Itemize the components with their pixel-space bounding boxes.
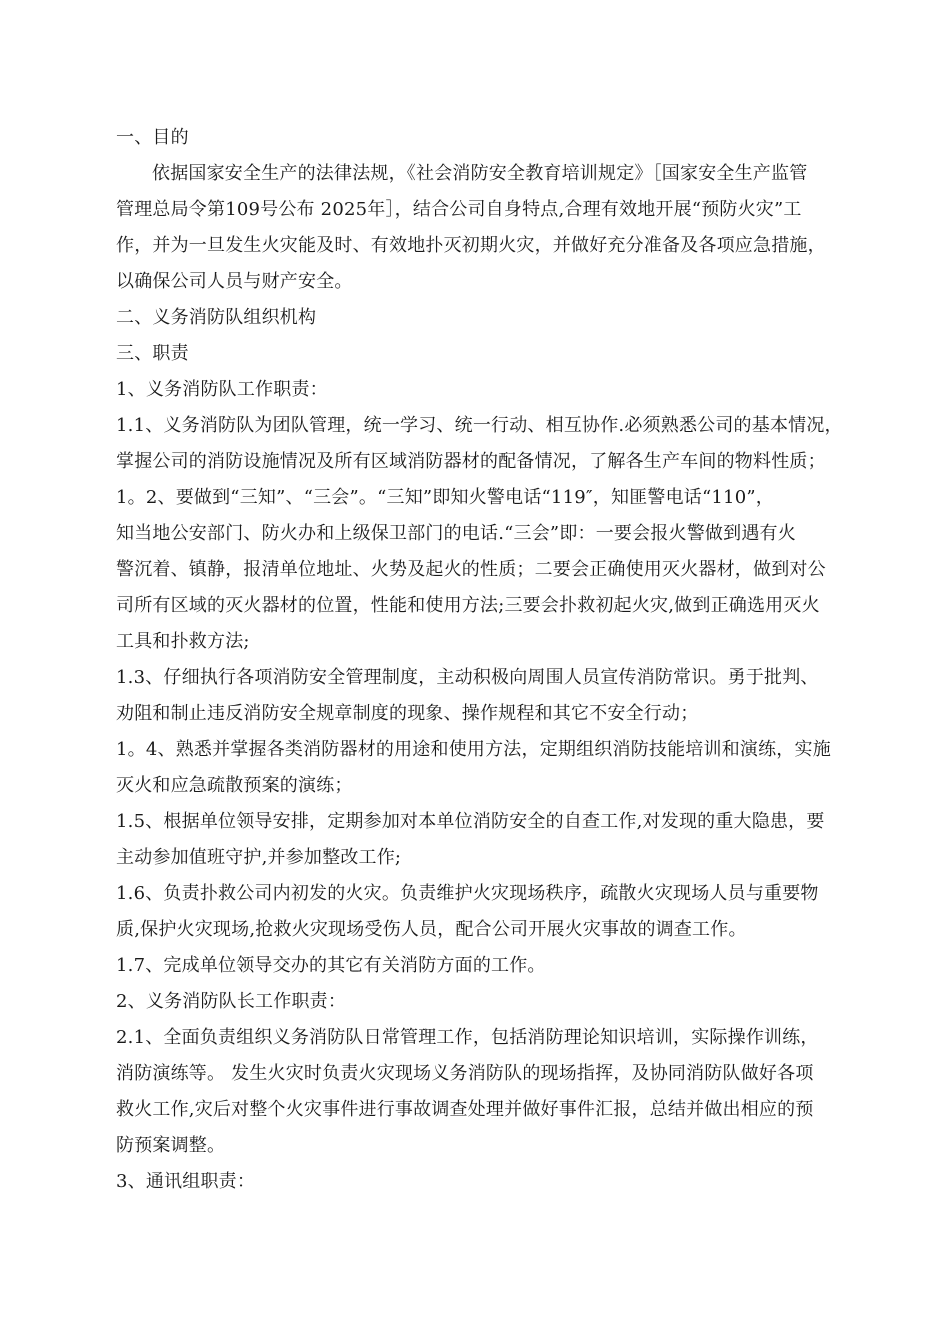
paragraph-line: 知当地公安部门、防火办和上级保卫部门的电话.“三会”即：一要会报火警做到遇有火 [116,523,796,544]
paragraph-line: 灭火和应急疏散预案的演练； [116,775,353,796]
paragraph-line: 消防演练等。 发生火灾时负责火灾现场义务消防队的现场指挥，及协同消防队做好各项 [116,1063,814,1084]
paragraph-line: 掌握公司的消防设施情况及所有区域消防器材的配备情况，了解各生产车间的物料性质； [116,451,826,472]
document-body [116,120,886,1200]
paragraph-line: 1.1、义务消防队为团队管理，统一学习、统一行动、相互协作.必须熟悉公司的基本情况， [116,415,843,436]
paragraph-line: 管理总局令第109号公布 2025年］，结合公司自身特点,合理有效地开展“预防火灾”工 [116,199,802,220]
paragraph-line: 警沉着、镇静，报清单位地址、火势及起火的性质；二要会正确使用灭火器材，做到对公 [116,559,826,580]
paragraph-line: 救火工作,灾后对整个火灾事件进行事故调查处理并做好事件汇报，总结并做出相应的预 [116,1099,814,1120]
subheading-communication-duties: 3、通讯组职责： [116,1171,256,1192]
paragraph-line: 主动参加值班守护,并参加整改工作; [116,847,402,868]
paragraph-line: 工具和扑救方法; [116,631,250,652]
paragraph-line: 防预案调整。 [116,1135,226,1156]
paragraph-line: 1。2、要做到“三知”、“三会”。“三知”即知火警电话“119″，知匪警电话“110”， [116,487,774,508]
paragraph-line: 司所有区域的灭火器材的位置，性能和使用方法;三要会扑救初起火灾,做到正确选用灭火 [116,595,820,616]
paragraph-line: 2.1、全面负责组织义务消防队日常管理工作，包括消防理论知识培训，实际操作训练， [116,1027,819,1048]
heading-purpose: 一、目的 [116,127,189,148]
paragraph-line: 以确保公司人员与财产安全。 [116,271,353,292]
paragraph-line: 作，并为一旦发生火灾能及时、有效地扑灭初期火灾，并做好充分准备及各项应急措施， [116,235,826,256]
paragraph-line: 1.5、根据单位领导安排，定期参加对本单位消防安全的自查工作,对发现的重大隐患，要 [116,811,825,832]
heading-organization: 二、义务消防队组织机构 [116,307,317,328]
heading-duties: 三、职责 [116,343,189,364]
paragraph-line: 1。4、熟悉并掌握各类消防器材的用途和使用方法，定期组织消防技能培训和演练，实施 [116,739,831,760]
subheading-captain-duties: 2、义务消防队长工作职责： [116,991,347,1012]
paragraph-line: 依据国家安全生产的法律法规，《社会消防安全教育培训规定》［国家安全生产监管 [152,163,808,184]
paragraph-line: 1.7、完成单位领导交办的其它有关消防方面的工作。 [116,955,546,976]
paragraph-line: 1.3、仔细执行各项消防安全管理制度，主动积极向周围人员宣传消防常识。勇于批判、 [116,667,819,688]
paragraph-line: 劝阻和制止违反消防安全规章制度的现象、操作规程和其它不安全行动； [116,703,699,724]
subheading-team-duties: 1、义务消防队工作职责： [116,379,328,400]
paragraph-line: 1.6、负责扑救公司内初发的火灾。负责维护火灾现场秩序，疏散火灾现场人员与重要物 [116,883,819,904]
paragraph-line: 质,保护火灾现场,抢救火灾现场受伤人员，配合公司开展火灾事故的调查工作。 [116,919,747,940]
